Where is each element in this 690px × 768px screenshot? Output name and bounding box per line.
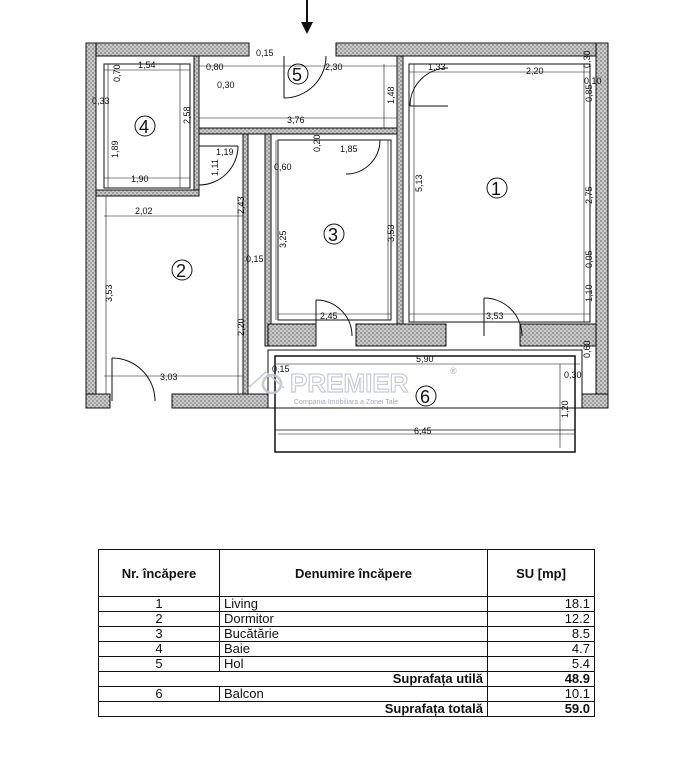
dim-label: 2,30 <box>325 62 343 72</box>
table-row <box>99 642 595 657</box>
dim-label: 1,10 <box>584 284 594 302</box>
header-nr: Nr. încăpere <box>99 550 220 597</box>
table-row <box>99 657 595 672</box>
dim-label: 2,45 <box>320 311 338 321</box>
room-number-5: 5 <box>292 65 303 85</box>
logo-tagline: Compania Imobiliara a Zonei Tale <box>294 399 399 406</box>
total-value: 59.0 <box>488 702 595 717</box>
table-row <box>99 687 595 702</box>
row-su: 18.1 <box>488 597 595 612</box>
row-name: Bucătărie <box>220 627 488 642</box>
dim-label: 6,45 <box>414 426 432 436</box>
dim-label: 3,76 <box>287 115 305 125</box>
dim-label: 2,58 <box>182 106 192 124</box>
dim-label: 1,33 <box>428 62 446 72</box>
header-name: Denumire încăpere <box>220 550 488 597</box>
table-row <box>99 627 595 642</box>
interior-walls <box>96 56 596 394</box>
row-nr: 5 <box>99 657 220 672</box>
dim-label: 0,60 <box>582 340 592 358</box>
header-su: SU [mp] <box>488 550 595 597</box>
dim-label: 0,10 <box>584 76 602 86</box>
dim-label: 5,13 <box>414 174 424 192</box>
util-label: Suprafața utilă <box>99 672 488 687</box>
dim-label: 0,15 <box>246 254 264 264</box>
dim-label: 0,20 <box>312 134 322 152</box>
row-name: Baie <box>220 642 488 657</box>
dim-label: 3,53 <box>386 224 396 242</box>
dim-label: 2,43 <box>236 196 246 214</box>
room-number-6: 6 <box>420 387 431 407</box>
dim-label: 0,30 <box>582 50 592 68</box>
room-number-3: 3 <box>328 225 339 245</box>
dim-label: 1,85 <box>340 144 358 154</box>
row-su: 8.5 <box>488 627 595 642</box>
row-name: Balcon <box>220 687 488 702</box>
row-su: 10.1 <box>488 687 595 702</box>
row-nr: 2 <box>99 612 220 627</box>
room-number-4: 4 <box>139 117 150 137</box>
total-label: Suprafața totală <box>99 702 488 717</box>
entrance-arrow-icon <box>301 0 313 34</box>
dim-label: 2,20 <box>236 318 246 336</box>
dim-label: 3,53 <box>104 284 114 302</box>
dim-label: 0,70 <box>112 64 122 82</box>
logo-reg: ® <box>450 366 457 376</box>
table-row <box>99 597 595 612</box>
dim-label: 0,30 <box>217 80 235 90</box>
row-name: Dormitor <box>220 612 488 627</box>
util-row <box>99 672 595 687</box>
row-name: Living <box>220 597 488 612</box>
dim-label: 3,03 <box>160 372 178 382</box>
door-swings <box>112 56 522 401</box>
row-su: 12.2 <box>488 612 595 627</box>
dim-label: 3,53 <box>486 311 504 321</box>
dim-label: 2,20 <box>526 66 544 76</box>
exterior-walls <box>86 43 608 408</box>
row-nr: 1 <box>99 597 220 612</box>
dim-label: 2,75 <box>584 186 594 204</box>
dim-label: 1,48 <box>386 86 396 104</box>
logo-name: PREMIER <box>290 368 409 398</box>
table-row <box>99 612 595 627</box>
row-name: Hol <box>220 657 488 672</box>
dim-label: 0,60 <box>274 162 292 172</box>
dim-label: 0,15 <box>272 364 290 374</box>
util-value: 48.9 <box>488 672 595 687</box>
dim-label: 1,90 <box>131 174 149 184</box>
row-nr: 6 <box>99 687 220 702</box>
dim-label: 5,90 <box>416 354 434 364</box>
dim-label: 0,15 <box>256 48 274 58</box>
row-nr: 3 <box>99 627 220 642</box>
dim-label: 0,80 <box>206 62 224 72</box>
rooms-table <box>98 549 595 717</box>
dim-label: 0,05 <box>584 250 594 268</box>
dim-label: 1,19 <box>216 147 234 157</box>
dim-label: 1,20 <box>560 400 570 418</box>
dim-label: 2,02 <box>135 206 153 216</box>
dim-label: 0,30 <box>564 370 582 380</box>
dim-label: 0,85 <box>584 84 594 102</box>
total-row <box>99 702 595 717</box>
dim-label: 1,89 <box>110 140 120 158</box>
room-number-1: 1 <box>491 179 502 199</box>
row-nr: 4 <box>99 642 220 657</box>
table-header-row <box>99 550 595 597</box>
dim-label: 3,25 <box>278 230 288 248</box>
dim-label: 1,54 <box>138 60 156 70</box>
dim-label: 1,11 <box>210 159 220 176</box>
room-number-2: 2 <box>176 261 187 281</box>
row-su: 5.4 <box>488 657 595 672</box>
dim-label: 0,33 <box>92 96 110 106</box>
row-su: 4.7 <box>488 642 595 657</box>
